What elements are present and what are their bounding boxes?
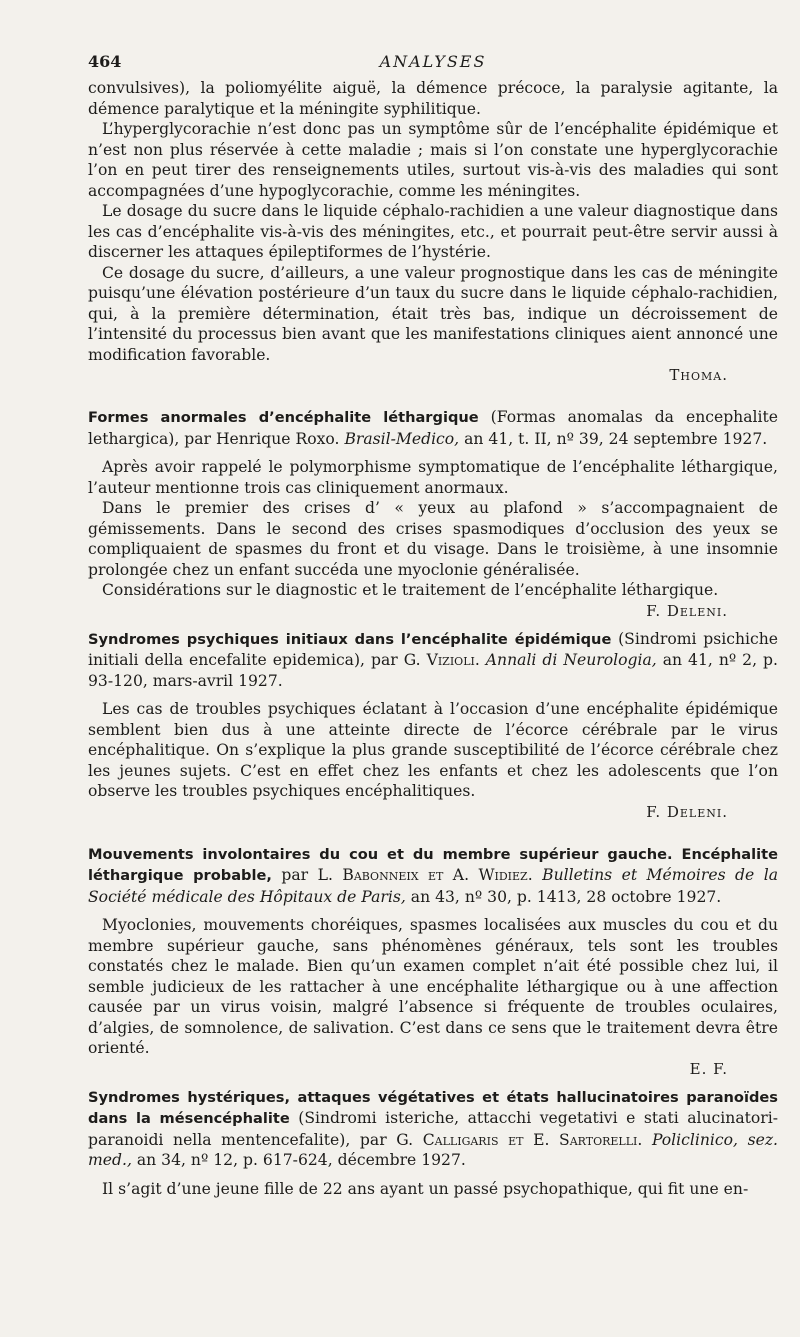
article-reference: .: [527, 866, 543, 884]
signature: F. Deleni.: [646, 601, 728, 620]
article-reference: par L.: [271, 866, 343, 884]
paragraph: Ce dosage du sucre, d’ailleurs, a une valeur prognostique dans les cas de méningite puisqu’une élévation postérieure d’un taux du sucre dans le liquide céphalo-rachidien, qui, à la première détermination, était très bas, indique un décroissement de l’intensité du processus bien avant que les manifestations cliniques aient annoncé une modification favorable.: [88, 263, 778, 364]
journal-name: Bulletins et Mémoires de la Société médicale des Hôpitaux de Paris,: [88, 866, 778, 906]
signature: Thoma.: [669, 366, 728, 384]
article-reference: an 34, nº 12, p. 617-624, décembre 1927.: [131, 1151, 466, 1169]
article-reference: (Sindromi psichiche initiali della encefalite epidemica), par G.: [88, 629, 778, 669]
article-reference: (Formas anomalas da encephalite lethargica), par Henrique Roxo.: [88, 408, 778, 448]
author-name: Calligaris et E. Sartorelli: [422, 1130, 638, 1149]
article-reference: an 43, nº 30, p. 1413, 28 octobre 1927.: [405, 887, 722, 906]
abstract-syndromes-psychiques: [88, 629, 778, 822]
paragraph: Le dosage du sucre dans le liquide céphalo-rachidien a une valeur diagnostique dans les cas d’encéphalite vis-à-vis des méningites, etc., et pourrait peut-être servir aussi à discerner les attaques épileptiformes de l’hystérie.: [88, 202, 778, 261]
paragraph: Dans le premier des crises d’ « yeux au plafond » s’accompagnaient de gémissements. Dans le second des crises spasmodiques d’occlusion des yeux se compliquaient de spasmes du front et du visage. Dans le troisième, à une insomnie prolongée chez un enfant succéda une myoclonie généralisée.: [88, 499, 778, 579]
paragraph: convulsives), la poliomyélite aiguë, la démence précoce, la paralysie agitante, la démence paralytique et la méningite syphilitique.: [88, 79, 778, 118]
abstract-mouvements-involontaires: [88, 844, 778, 1079]
article-title: Syndromes hystériques, attaques végétatives et états hallucinatoires paranoïdes dans la mésencéphalite: [88, 1088, 778, 1127]
article-reference: (Sindromi isteriche, attacchi vegetativi e stati alucinatori-paranoidi nella mentencefalite), par G.: [88, 1109, 778, 1149]
paragraph: Il s’agit d’une jeune fille de 22 ans ayant un passé psychopathique, qui fit une en-: [102, 1179, 749, 1198]
continued-abstract: [88, 78, 778, 385]
journal-name: Annali di Neurologia,: [485, 651, 657, 669]
article-reference: .: [474, 651, 486, 669]
article-reference: an 41, t. II, nº 39, 24 septembre 1927.: [459, 429, 768, 448]
article-reference: .: [637, 1130, 652, 1149]
journal-name: Policlinico, sez. med.,: [88, 1130, 778, 1169]
paragraph: Considérations sur le diagnostic et le traitement de l’encéphalite léthargique.: [102, 581, 719, 599]
author-name: Babonneix et A. Widiez: [342, 866, 528, 884]
article-title: Formes anormales d’encéphalite léthargique: [88, 409, 479, 426]
paragraph: Myoclonies, mouvements choréiques, spasmes localisées aux muscles du cou et du membre supérieur gauche, sans phénomènes généraux, tels sont les troubles constatés chez le malade. Bien qu’un examen complet n’ait été possible chez lui, il semble judicieux de les rattacher à une encéphalite léthargique ou à une affection causée par un virus voisin, malgré l’absence si fréquente de troubles oculaires, d’algies, de somnolence, de salivation. C’est dans ce sens que le traitement devra être orienté.: [88, 916, 778, 1057]
paragraph: Les cas de troubles psychiques éclatant à l’occasion d’une encéphalite épidémique semblent bien dus à une atteinte directe de l’écorce cérébrale par le virus encéphalitique. On s’explique la plus grande susceptibilité de l’écorce cérébrale chez les jeunes sujets. C’est en effet chez les enfants et chez les adolescents que l’on observe les troubles psychiques encéphalitiques.: [88, 700, 778, 800]
article-heading: [88, 1087, 778, 1171]
page-number: 464: [88, 52, 122, 71]
signature: F. Deleni.: [646, 802, 728, 821]
abstract-formes-anormales: [88, 407, 778, 621]
article-heading: [88, 844, 778, 908]
running-head: ANALYSES: [379, 52, 487, 71]
paragraph: L’hyperglycorachie n’est donc pas un symptôme sûr de l’encéphalite épidémique et n’est non plus réservée à cette maladie ; mais si l’on constate une hyperglycorachie l’on en peut tirer des renseignements utiles, surtout vis-à-vis des maladies qui sont accompagnées d’une hypoglycorachie, comme les méningites.: [88, 120, 778, 200]
signature: E. F.: [689, 1059, 728, 1078]
abstract-syndromes-hysteriques: [88, 1087, 778, 1200]
author-name: Vizioli: [426, 651, 475, 669]
article-title: Syndromes psychiques initiaux dans l’encéphalite épidémique: [88, 630, 612, 648]
page-header: [88, 52, 778, 78]
paragraph: Après avoir rappelé le polymorphisme symptomatique de l’encéphalite léthargique, l’auteur mentionne trois cas cliniquement anormaux.: [88, 458, 778, 497]
journal-name: Brasil-Medico,: [344, 429, 460, 448]
article-reference: an 41, nº 2, p. 93-120, mars-avril 1927.: [88, 651, 778, 690]
article-heading: [88, 629, 778, 692]
article-title: Mouvements involontaires du cou et du membre supérieur gauche. Encéphalite léthargique probable,: [88, 845, 778, 884]
article-heading: [88, 407, 778, 449]
